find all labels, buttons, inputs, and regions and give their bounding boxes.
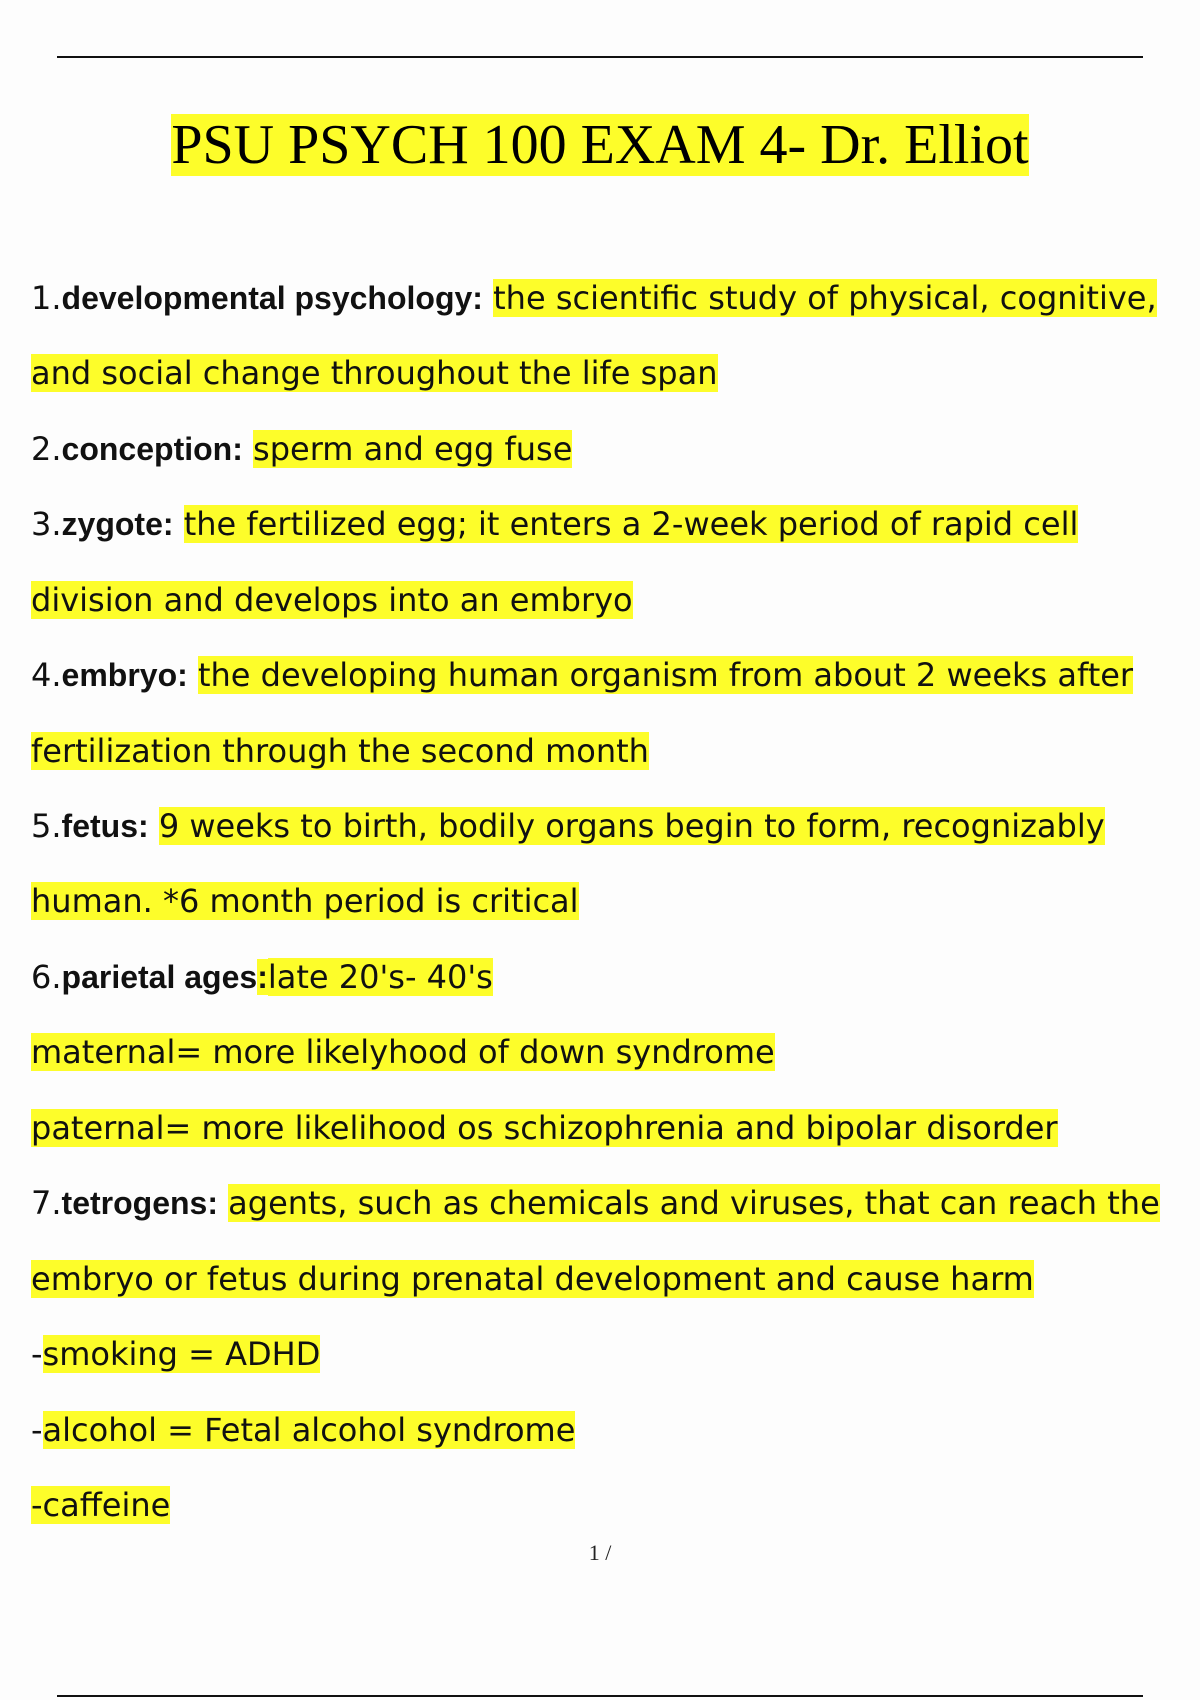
- list-item: 2.conception: sperm and egg fuse: [31, 430, 573, 468]
- list-item: 1.developmental psychology: the scientific study of physical, cognitive,: [31, 279, 1157, 317]
- list-item: 5.fetus: 9 weeks to birth, bodily organs begin to form, recognizably: [31, 807, 1105, 845]
- note-line: -alcohol = Fetal alcohol syndrome: [31, 1411, 576, 1449]
- term: tetrogens:: [61, 1185, 218, 1221]
- definition-continuation: division and develops into an embryo: [31, 581, 633, 619]
- note-line: paternal= more likelihood os schizophrenia and bipolar disorder: [31, 1109, 1058, 1147]
- term: developmental psychology:: [61, 280, 483, 316]
- definition-continuation: embryo or fetus during prenatal development and cause harm: [31, 1260, 1034, 1298]
- definition-continuation: and social change throughout the life span: [31, 354, 718, 392]
- definition: the scientific study of physical, cognitive,: [493, 279, 1157, 317]
- definition: 9 weeks to birth, bodily organs begin to form, recognizably: [158, 807, 1105, 845]
- list-item: 7.tetrogens: agents, such as chemicals and viruses, that can reach the: [31, 1184, 1160, 1222]
- page-number: 1 /: [588, 1540, 612, 1565]
- bottom-rule: [57, 1695, 1143, 1697]
- list-item: 6.parietal ages:late 20's- 40's: [31, 958, 493, 996]
- term: embryo:: [61, 657, 188, 693]
- note-line: -smoking = ADHD: [31, 1335, 321, 1373]
- page-title: PSU PSYCH 100 EXAM 4- Dr. Elliot: [171, 114, 1029, 176]
- definition: agents, such as chemicals and viruses, that can reach the: [228, 1184, 1160, 1222]
- list-item: 4.embryo: the developing human organism from about 2 weeks after: [31, 656, 1134, 694]
- definition: the fertilized egg; it enters a 2-week period of rapid cell: [183, 505, 1079, 543]
- note-line: -caffeine: [31, 1486, 171, 1524]
- list-item: 3.zygote: the fertilized egg; it enters a 2-week period of rapid cell: [31, 505, 1079, 543]
- term: fetus:: [61, 808, 149, 844]
- definition: sperm and egg fuse: [253, 430, 573, 468]
- term: zygote:: [61, 506, 174, 542]
- definition: late 20's- 40's: [267, 958, 493, 996]
- top-rule: [57, 56, 1143, 58]
- note-line: maternal= more likelyhood of down syndrome: [31, 1033, 775, 1071]
- term: conception:: [61, 431, 243, 467]
- definition: the developing human organism from about 2 weeks after: [197, 656, 1134, 694]
- definition-continuation: fertilization through the second month: [31, 732, 649, 770]
- definition-continuation: human. *6 month period is critical: [31, 882, 579, 920]
- term: parietal ages: [61, 959, 258, 995]
